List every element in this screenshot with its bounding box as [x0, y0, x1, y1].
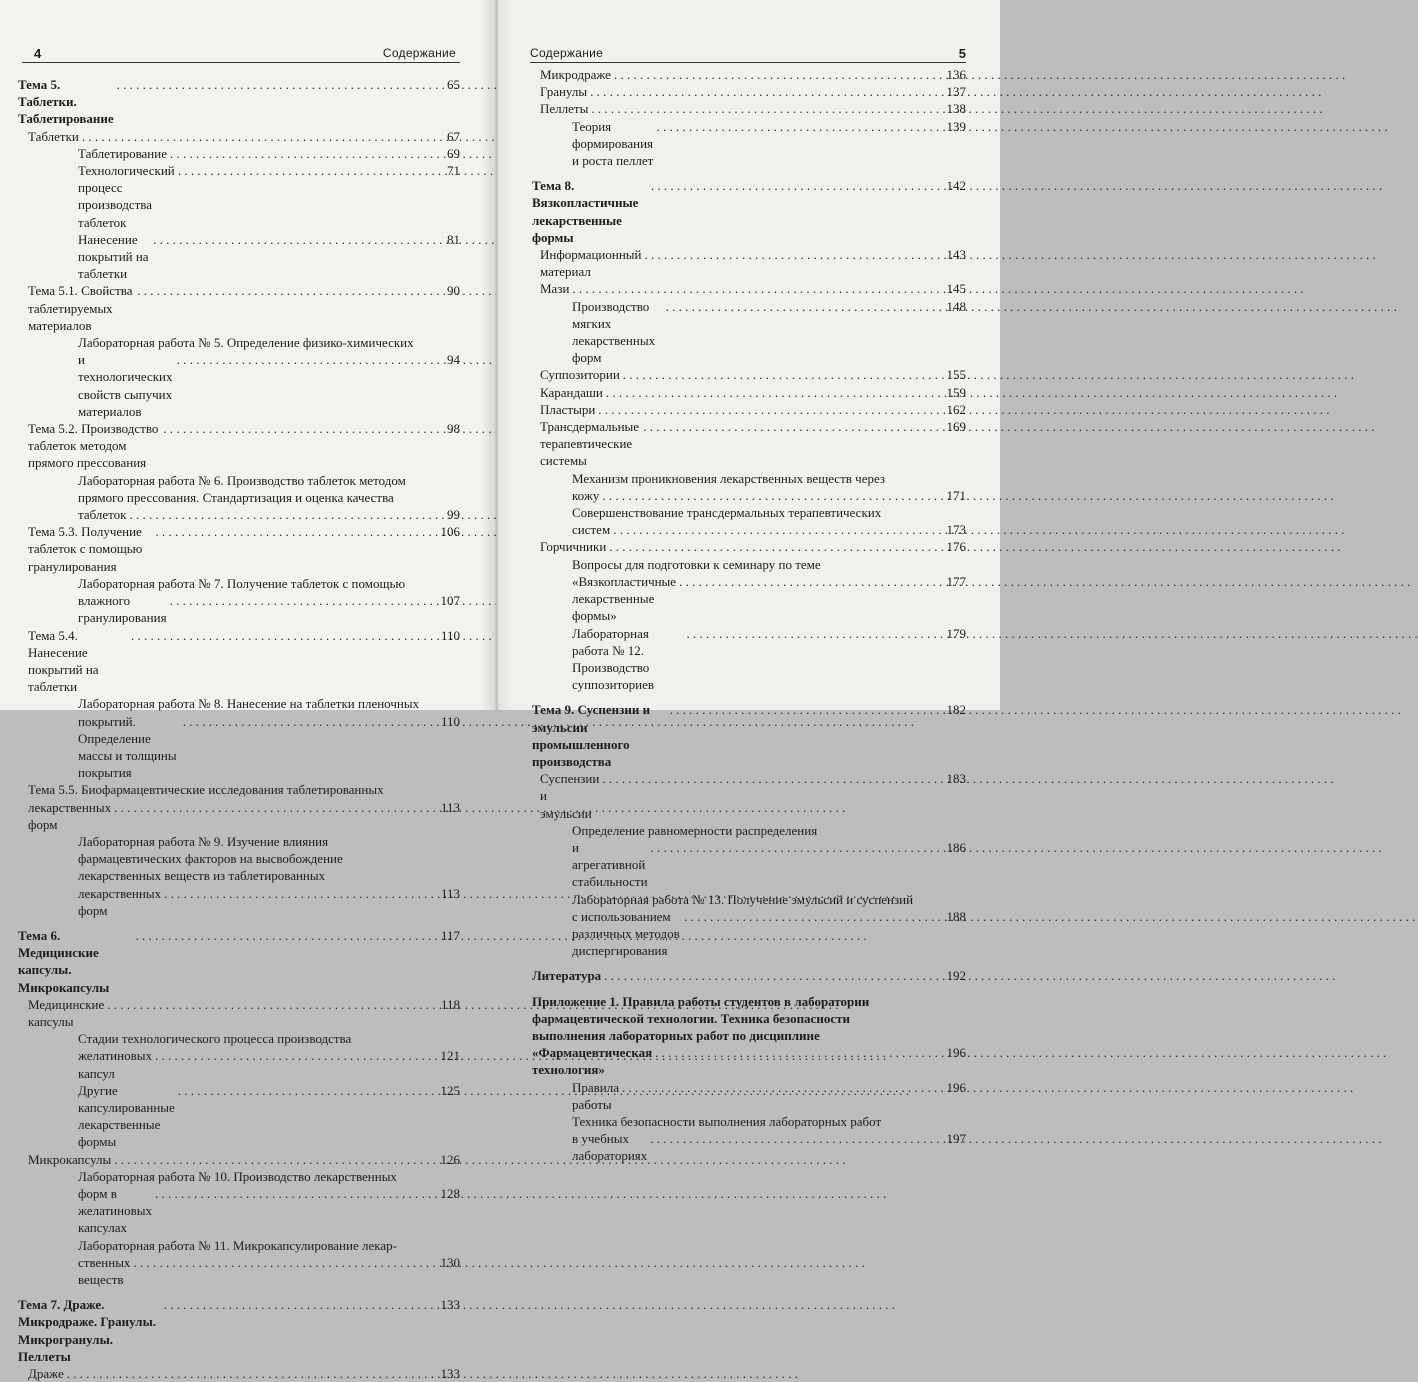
right-toc-list: [532, 66, 966, 1165]
toc-entry-line: [572, 573, 966, 625]
toc-page-number: 171: [946, 487, 966, 503]
toc-page-number: 139: [946, 118, 966, 134]
toc-entry-title: Теория формирования и роста пеллет: [572, 118, 654, 169]
leader-dots: [645, 246, 944, 263]
leader-dots: [684, 908, 943, 925]
toc-entry: [18, 282, 460, 334]
toc-entry-title: Приложение 1. Правила работы студентов в лаборатории: [532, 993, 870, 1009]
toc-entry-title: Гранулы: [540, 84, 588, 100]
toc-entry-line: [78, 885, 460, 919]
toc-entry-line: [572, 891, 966, 908]
toc-entry-line: [78, 1030, 460, 1047]
toc-entry: [18, 420, 460, 472]
toc-entry-title: Другие капсулированные лекарственные формы: [78, 1082, 175, 1150]
toc-entry: [18, 1168, 460, 1237]
toc-page-number: 128: [440, 1186, 460, 1201]
leader-dots: [643, 418, 943, 435]
leader-dots: [606, 384, 943, 401]
toc-entry-title: Драже: [28, 1366, 64, 1382]
toc-entry: [18, 833, 460, 919]
toc-entry-line: [78, 1254, 460, 1288]
toc-entry-title: Лабораторная работа № 5. Определение физико-химических: [78, 335, 414, 351]
toc-page-number: 143: [946, 247, 966, 263]
toc-page-number: 113: [440, 799, 460, 815]
leader-dots: [598, 401, 943, 418]
toc-entry-title: Лабораторная работа № 13. Получение эмульсий и суспензий: [572, 891, 914, 907]
toc-entry: [532, 1113, 966, 1165]
toc-entry: [532, 967, 966, 984]
toc-entry: [532, 366, 966, 383]
toc-entry-title: Стадии технологического процесса производства: [78, 1031, 352, 1047]
left-page: [0, 0, 496, 1382]
toc-page-number: 117: [440, 927, 460, 943]
leader-dots: [164, 1296, 437, 1313]
toc-entry-title: фармацевтических факторов на высвобождение: [78, 851, 343, 867]
toc-page-number: 162: [946, 401, 966, 417]
toc-entry-title: влажного гранулирования: [78, 593, 167, 626]
leader-dots: [170, 145, 437, 162]
toc-entry-title: выполнения лабораторных работ по дисциплине: [532, 1027, 820, 1043]
leader-dots: [655, 1044, 943, 1061]
toc-entry-line: [572, 839, 966, 891]
leader-dots: [137, 282, 437, 299]
toc-entry: [532, 280, 966, 297]
leader-dots: [614, 66, 943, 83]
toc-entry-title: Тема 8. Вязкопластичные лекарственные формы: [532, 178, 639, 245]
toc-entry-line: [532, 993, 966, 1010]
toc-entry-title: Трансдермальные терапевтические системы: [540, 419, 640, 469]
toc-entry-title: лекарственных веществ из таблетированных: [78, 868, 326, 884]
leader-dots: [650, 1130, 943, 1147]
toc-page-number: 98: [447, 421, 460, 437]
toc-page-number: 90: [447, 283, 460, 299]
toc-entry-title: желатиновых капсул: [78, 1048, 152, 1081]
toc-page-number: 99: [447, 507, 460, 523]
toc-entry-line: [78, 592, 460, 626]
toc-entry-line: [78, 1168, 460, 1185]
toc-entry: [18, 523, 460, 575]
toc-entry-title: Техника безопасности выполнения лабораторных работ: [572, 1113, 882, 1129]
leader-dots: [670, 701, 943, 718]
toc-entry-line: [78, 351, 460, 420]
toc-entry-line: [572, 556, 966, 573]
toc-entry-title: Суспензии и эмульсии: [540, 771, 600, 821]
toc-entry-title: лекарственных форм: [78, 885, 162, 918]
toc-entry-title: Тема 5.1. Свойства таблетируемых материалов: [28, 283, 133, 333]
toc-page-number: 125: [440, 1082, 460, 1098]
toc-entry-title: Лабораторная работа № 9. Изучение влияния: [78, 833, 329, 849]
toc-entry: [18, 627, 460, 696]
toc-page-number: 148: [946, 298, 966, 314]
toc-page-number: 110: [440, 713, 460, 729]
toc-entry-title: с использованием различных методов диспергирования: [572, 908, 680, 959]
toc-entry-line: [572, 470, 966, 487]
leader-dots: [622, 1079, 943, 1096]
toc-entry-title: Лабораторная работа № 8. Нанесение на таблетки пленочных: [78, 696, 420, 712]
toc-page-number: 133: [440, 1297, 460, 1313]
toc-entry-line: [572, 1130, 966, 1164]
leader-dots: [114, 1151, 437, 1168]
leader-dots: [153, 231, 437, 248]
toc-entry-title: Вопросы для подготовки к семинару по теме: [572, 556, 821, 572]
leader-dots: [178, 1082, 437, 1099]
toc-entry-title: Определение равномерности распределения: [572, 822, 818, 838]
leader-dots: [572, 280, 943, 297]
toc-entry-title: покрытий. Определение массы и толщины покрытия: [78, 713, 177, 781]
toc-entry-title: Лабораторная работа № 11. Микрокапсулирование лекар-: [78, 1237, 397, 1253]
leader-dots: [164, 885, 437, 902]
toc-page-number: 133: [440, 1366, 460, 1382]
toc-entry: [18, 128, 460, 145]
leader-dots: [679, 573, 943, 590]
toc-page-number: 65: [447, 77, 460, 92]
leader-dots: [114, 799, 437, 816]
toc-entry-title: и технологических свойств сыпучих материалов: [78, 352, 173, 419]
toc-entry-title: «Фармацевтическая технология»: [532, 1045, 653, 1078]
leader-dots: [177, 351, 437, 368]
leader-dots: [590, 83, 943, 100]
toc-entry-title: лекарственных форм: [28, 799, 112, 832]
toc-entry-title: Нанесение покрытий на таблетки: [78, 231, 149, 282]
toc-entry-title: и агрегативной стабильности: [572, 839, 648, 890]
leader-dots: [686, 625, 943, 642]
toc-entry-title: Таблетирование: [78, 145, 167, 161]
leader-dots: [117, 76, 437, 93]
toc-entry: [532, 100, 966, 117]
left-header-rule: [22, 62, 460, 63]
leader-dots: [129, 506, 437, 523]
toc-entry-title: Тема 6. Медицинские капсулы. Микрокапсулы: [18, 927, 110, 995]
leader-dots: [170, 592, 437, 609]
toc-entry: [18, 76, 460, 128]
book-gutter-shadow: [481, 0, 511, 710]
toc-page-number: 106: [440, 524, 460, 540]
toc-page-number: 179: [946, 625, 966, 641]
toc-page-number: 155: [946, 367, 966, 383]
toc-page-number: 138: [946, 101, 966, 117]
leader-dots: [651, 177, 943, 194]
toc-entry-line: [532, 1010, 966, 1027]
toc-entry: [532, 118, 966, 170]
toc-entry-title: Микродраже: [540, 67, 611, 82]
toc-page-number: 196: [946, 1079, 966, 1095]
toc-page-number: 196: [946, 1045, 966, 1061]
toc-entry-title: Литература: [532, 968, 602, 984]
toc-entry-line: [78, 334, 460, 351]
leader-dots: [602, 770, 943, 787]
toc-entry-line: [78, 506, 460, 523]
leader-dots: [155, 1185, 437, 1202]
toc-page-number: 182: [946, 702, 966, 718]
toc-page-number: 183: [946, 771, 966, 787]
toc-page-number: 169: [946, 419, 966, 435]
toc-entry: [532, 177, 966, 246]
toc-entry-line: [78, 695, 460, 712]
toc-entry: [532, 470, 966, 504]
toc-entry: [532, 504, 966, 538]
left-running-title: Содержание: [382, 46, 456, 60]
toc-entry-title: Тема 9. Суспензии и эмульсии промышленного производства: [532, 702, 651, 769]
toc-entry: [532, 701, 966, 770]
left-toc-list: [18, 76, 460, 1382]
toc-entry-line: [572, 504, 966, 521]
toc-entry-line: [78, 1185, 460, 1237]
toc-entry-title: Лабораторная работа № 7. Получение таблеток с помощью: [78, 575, 406, 591]
leader-dots: [133, 1254, 437, 1271]
toc-entry-title: Правила работы: [572, 1079, 620, 1112]
toc-entry: [18, 695, 460, 781]
toc-entry-line: [28, 781, 460, 798]
toc-page-number: 71: [447, 163, 460, 179]
toc-entry-line: [572, 1113, 966, 1130]
toc-page-number: 126: [440, 1151, 460, 1167]
toc-entry: [18, 781, 460, 833]
right-page-number: 5: [958, 46, 966, 61]
toc-entry-line: [532, 1027, 966, 1044]
toc-entry: [532, 625, 966, 694]
left-page-number: 4: [34, 46, 42, 61]
toc-entry-title: Тема 5.5. Биофармацевтические исследования таблетированных: [28, 782, 384, 798]
toc-entry-title: Пластыри: [540, 401, 596, 417]
toc-entry-title: таблеток: [78, 507, 127, 523]
toc-entry-line: [572, 908, 966, 960]
toc-entry-title: Информационный материал: [540, 247, 642, 280]
toc-entry: [532, 993, 966, 1079]
toc-entry-line: [78, 713, 460, 782]
toc-entry-title: прямого прессования. Стандартизация и оценка качества: [78, 489, 394, 505]
toc-entry: [532, 538, 966, 555]
toc-page-number: 130: [440, 1254, 460, 1270]
leader-dots: [613, 521, 943, 538]
leader-dots: [107, 996, 437, 1013]
leader-dots: [609, 538, 943, 555]
toc-entry: [532, 246, 966, 280]
toc-entry-title: Лабораторная работа № 12. Производство суппозиториев: [572, 625, 654, 693]
toc-entry: [18, 1237, 460, 1289]
toc-entry-title: Тема 5.4. Нанесение покрытий на таблетки: [28, 627, 99, 695]
toc-entry: [532, 556, 966, 625]
toc-entry: [18, 1082, 460, 1151]
toc-entry-line: [532, 1044, 966, 1078]
toc-entry-title: Мази: [540, 281, 570, 297]
toc-page-number: 192: [946, 968, 966, 984]
toc-page-number: 197: [946, 1131, 966, 1147]
toc-entry: [532, 401, 966, 418]
toc-page-number: 67: [447, 128, 460, 144]
toc-entry-title: фармацевтической технологии. Техника безопасности: [532, 1010, 850, 1026]
toc-entry: [18, 1365, 460, 1382]
toc-entry-line: [78, 1047, 460, 1081]
toc-page-number: 145: [946, 281, 966, 297]
toc-entry: [532, 1079, 966, 1113]
toc-page-number: 94: [447, 352, 460, 368]
toc-entry-title: Суппозитории: [540, 367, 620, 383]
toc-page-number: 110: [440, 627, 460, 643]
toc-page-number: 107: [440, 593, 460, 609]
toc-entry-title: Лабораторная работа № 10. Производство лекарственных: [78, 1168, 397, 1184]
toc-page-number: 81: [447, 231, 460, 247]
toc-entry: [18, 1151, 460, 1168]
toc-entry-title: Пеллеты: [540, 101, 589, 117]
leader-dots: [183, 713, 437, 730]
leader-dots: [604, 967, 943, 984]
toc-entry-title: Тема 5.3. Получение таблеток с помощью гранулирования: [28, 524, 143, 574]
toc-entry-title: в учебных лабораториях: [572, 1131, 648, 1164]
toc-entry-line: [28, 799, 460, 833]
leader-dots: [623, 366, 943, 383]
toc-entry: [532, 418, 966, 470]
toc-page-number: 142: [946, 178, 966, 194]
toc-entry: [18, 575, 460, 627]
toc-entry-line: [78, 489, 460, 506]
toc-entry-title: Тема 5.2. Производство таблеток методом прямого прессования: [28, 421, 159, 471]
toc-entry-line: [78, 833, 460, 850]
toc-entry-title: Тема 5. Таблетки. Таблетирование: [18, 77, 114, 127]
leader-dots: [155, 1047, 437, 1064]
toc-entry: [18, 996, 460, 1030]
toc-entry: [18, 162, 460, 231]
toc-entry-title: Технологический процесс производства таблеток: [78, 163, 175, 230]
leader-dots: [178, 162, 437, 179]
toc-page-number: 136: [946, 67, 966, 82]
toc-entry: [532, 822, 966, 891]
toc-entry: [532, 298, 966, 367]
toc-entry-title: Лабораторная работа № 6. Производство таблеток методом: [78, 472, 406, 488]
toc-entry-line: [572, 822, 966, 839]
toc-page-number: 186: [946, 839, 966, 855]
right-header-rule: [530, 62, 966, 63]
toc-page-number: 137: [946, 84, 966, 100]
toc-entry: [18, 1296, 460, 1365]
leader-dots: [155, 523, 437, 540]
toc-entry-line: [78, 1237, 460, 1254]
leader-dots: [666, 298, 943, 315]
leader-dots: [135, 927, 437, 944]
toc-entry-title: Таблетки: [28, 128, 79, 144]
toc-page-number: 69: [447, 145, 460, 161]
leader-dots: [657, 118, 944, 135]
toc-entry-line: [78, 575, 460, 592]
toc-page-number: 173: [946, 522, 966, 538]
toc-entry: [18, 472, 460, 524]
toc-entry: [532, 770, 966, 822]
toc-entry: [18, 1030, 460, 1082]
toc-entry-line: [78, 472, 460, 489]
toc-entry-title: Механизм проникновения лекарственных веществ через: [572, 470, 886, 486]
toc-entry-title: Совершенствование трансдермальных терапевтических: [572, 505, 882, 521]
toc-entry-title: Горчичники: [540, 539, 607, 555]
toc-entry-line: [572, 521, 966, 538]
toc-entry-line: [78, 850, 460, 867]
toc-entry: [532, 384, 966, 401]
toc-entry-title: форм в желатиновых капсулах: [78, 1186, 152, 1236]
toc-entry: [18, 927, 460, 996]
leader-dots: [67, 1365, 437, 1382]
toc-entry-title: «Вязкопластичные лекарственные формы»: [572, 573, 677, 624]
leader-dots: [82, 128, 437, 145]
toc-entry: [18, 334, 460, 420]
toc-entry: [532, 83, 966, 100]
toc-entry-title: Медицинские капсулы: [28, 996, 105, 1029]
toc-entry: [18, 231, 460, 283]
leader-dots: [651, 839, 943, 856]
toc-entry: [532, 66, 966, 83]
toc-entry-title: Тема 7. Драже. Микродраже. Гранулы. Микрогранулы. Пеллеты: [18, 1297, 156, 1364]
toc-page-number: 121: [440, 1048, 460, 1064]
toc-page-number: 188: [946, 908, 966, 924]
toc-page-number: 177: [946, 573, 966, 589]
toc-entry-title: Производство мягких лекарственных форм: [572, 298, 656, 366]
leader-dots: [163, 420, 437, 437]
toc-entry: [532, 891, 966, 960]
toc-entry-title: ственных веществ: [78, 1254, 131, 1288]
toc-page-number: 118: [440, 996, 460, 1012]
toc-page-number: 176: [946, 539, 966, 555]
toc-page-number: 159: [946, 384, 966, 400]
right-running-title: Содержание: [530, 46, 604, 60]
toc-entry-line: [572, 487, 966, 504]
toc-page-number: 113: [440, 885, 460, 901]
toc-entry-title: Микрокапсулы: [28, 1151, 112, 1167]
toc-entry-line: [78, 867, 460, 884]
leader-dots: [131, 627, 437, 644]
leader-dots: [591, 100, 943, 117]
toc-entry-title: систем: [572, 522, 611, 538]
leader-dots: [602, 487, 943, 504]
toc-entry: [18, 145, 460, 162]
toc-entry-title: Карандаши: [540, 384, 603, 400]
toc-entry-title: кожу: [572, 487, 600, 503]
